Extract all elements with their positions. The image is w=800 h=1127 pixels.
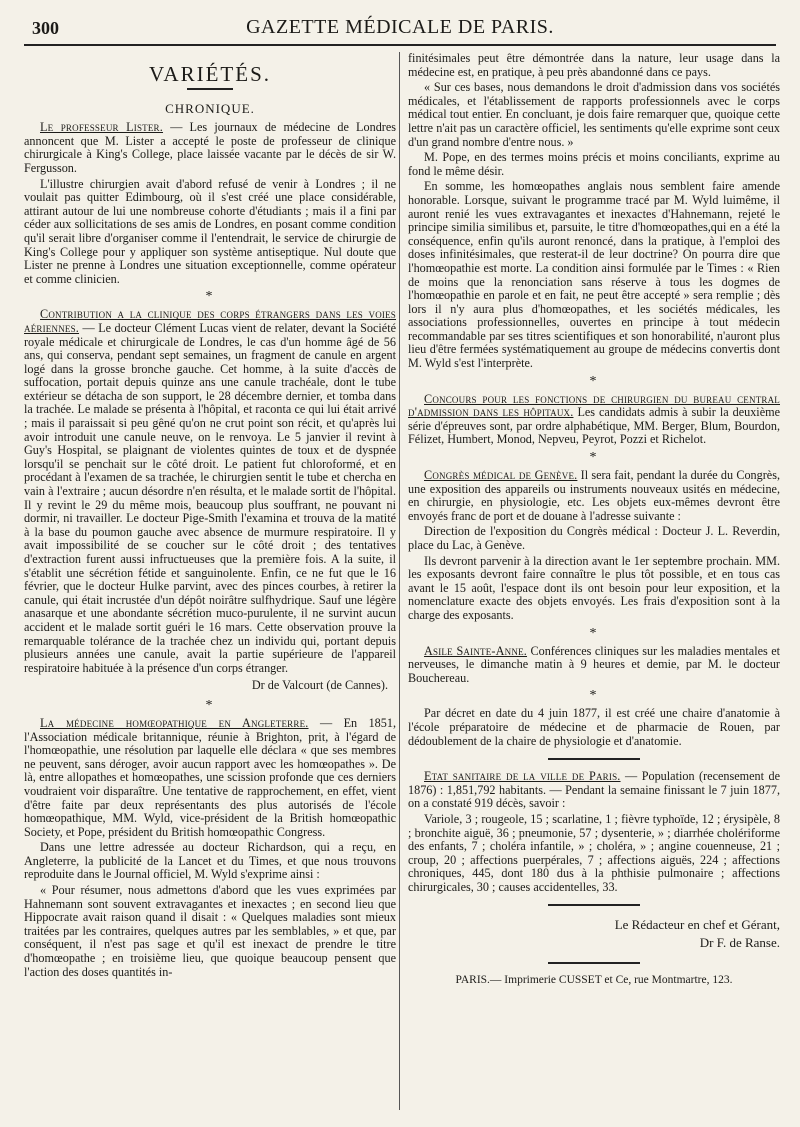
separator-stars: * [589, 450, 599, 466]
separator-stars: * [205, 697, 215, 713]
title-rule [187, 88, 233, 90]
article-concours [408, 393, 780, 447]
section-rule [548, 904, 640, 906]
article-homeopathie-p3: « Pour résumer, nous admettons d'abord que les vues exprimées par Hahnemann sont souvent extravagantes et inexactes ; en second lieu que Hippocrate avait raison quand il disait : « Quelques maladies sont mieux traitées par les contraires, quelques autres par les semblables, » et que, par conséquent, il n'est pas sage et qu'il est inexact de prendre le titre d'homœopathe ; en troisième lieu, que quoique beaucoup pensent que l'action des doses quantités in- [24, 883, 396, 979]
article-asile-text: Conférences cliniques sur les maladies mentales et nerveuses, le dimanche matin à 9 heures et demie, par M. le docteur Bouchereau. [408, 643, 780, 685]
article-homeopathie-pope: M. Pope, en des termes moins précis et moins conciliants, exprime au fond le même désir. [408, 150, 780, 178]
article-etat-sanitaire-p1 [408, 770, 780, 811]
article-homeo-text: — En 1851, l'Association médicale britannique, réunie à Brighton, prit, à l'égard de l'homœopathie, une résolution par laquelle elle déclara « que ses membres ne peuvent, sans déroger, avoir aucun rapport avec les homœopathes ». De là, entre allopathes et homœopathes, une scission profonde que ces derniers voudraient voir disparaître. Une tentative de rapprochement, en effet, vient d'être faite par deux représentants des plus autorisés de l'école homœopathique, MM. Wyld, vice-président de la British homœopathic Society, et Pope, président du British homœopathic Congress. [24, 715, 396, 839]
article-rouen: Par décret en date du 4 juin 1877, il est créé une chaire d'anatomie à l'école préparatoire de médecine et de pharmacie de Rouen, par dédoublement de la chaire de physiologie et d'anatomie. [408, 706, 780, 748]
article-homeopathie-cont: finitésimales peut être démontrée dans la nature, leur usage dans la médecine est, en pratique, à peu près abandonné dans ce pays. [408, 52, 780, 79]
article-concours-heading: Concours pour les fonctions de chirurgien du bureau central d'admission dans les hôpitaux. [408, 391, 780, 420]
article-geneve-p2: Direction de l'exposition du Congrès médical : Docteur J. L. Reverdin, place du Lac, à Genève. [408, 524, 780, 552]
separator-stars: * [589, 625, 599, 641]
editor-name: Dr F. de Ranse. [699, 935, 780, 951]
article-lister-p1 [24, 121, 396, 175]
article-geneve-text: Il sera fait, pendant la durée du Congrès, une exposition des appareils ou instruments nouveaux usités en médecine, en chirurgie, en physiologie, etc. Les objets eux-mêmes devront être envoyés franc de port et de douane à l'adresse suivante : [408, 468, 780, 523]
separator-stars: * [205, 289, 215, 305]
article-homeopathie-p1 [24, 717, 396, 839]
article-etat-text: — Population (recensement de 1876) : 1,851,792 habitants. — Pendant la semaine finissant le 7 juin 1877, on a constaté 919 décès, savoir : [408, 769, 780, 811]
section-rule [548, 962, 640, 964]
running-title: GAZETTE MÉDICALE DE PARIS. [246, 16, 554, 38]
article-asile [408, 645, 780, 686]
printer-imprint: PARIS.— Imprimerie CUSSET et Ce, rue Montmartre, 123. [455, 974, 733, 987]
article-signature: Dr de Valcourt (de Cannes). [251, 678, 388, 693]
page-header [24, 14, 776, 46]
article-lister-p2: L'illustre chirurgien avait d'abord refusé de venir à Londres ; il ne voulait pas quitter Edimbourg, où il s'est créé une place considérable, attirant autour de lui une nombreuse cohorte d'étudiants ; mais il a fini par céder aux sollicitations de ses amis de Londres, en posant comme condition qu'il serait libre d'organiser comme il l'entendrait, le service de chirurgie de King's College pour y appliquer son système antiseptique. Nul doute que Lister ne prenne à Londres une situation exceptionnelle, comme opérateur et comme clinicien. [24, 176, 396, 286]
article-etat-sanitaire-p2: Variole, 3 ; rougeole, 15 ; scarlatine, 1 ; fièvre typhoïde, 12 ; érysipèle, 8 ; bronchite aiguë, 36 ; pneumonie, 57 ; dysenterie, » ; diarrhée cholériforme des enfants, 7 ; choléra infantile, » ; choléra, » ; angine couenneuse, 21 ; croup, 20 ; affections puerpérales, 7 ; affections aiguës, 224 ; affections chroniques, 445, dont 180 dus à la phthisie pulmonaire ; affections chirurgicales, 30 ; causes accidentelles, 33. [408, 811, 780, 894]
separator-stars: * [589, 688, 599, 704]
article-lister-heading: Le professeur Lister. [40, 120, 164, 135]
article-asile-heading: Asile Sainte-Anne. [424, 643, 528, 658]
column-divider [399, 52, 400, 1110]
editor-signature [408, 916, 780, 952]
article-geneve-p3: Ils devront parvenir à la direction avant le 1er septembre prochain. MM. les exposants devront faire connaître le plus tôt possible, et en tous cas avant le 15 août, l'espace dont ils ont besoin pour leur exposition, et la nomenclature exacte des objets envoyés. Les frais d'exposition sont à la charge des exposants. [408, 553, 780, 622]
page-number: 300 [32, 18, 59, 38]
article-homeopathie-conclusion: En somme, les homœopathes anglais nous semblent faire amende honorable. Lorsque, suivant le programme tracé par M. Wyld luimême, il auront renié les vues extravagantes et inexactes d'Hahnemann, rejeté le principe similia similibus et, parsuite, le titre d'homœopathes,qui en a été la conséquence, enfin qu'ils auront renoncé, dans la pratique, à l'emploi des doses infinitésimales, que resterat-il de leur doctrine? On pourra dire que l'homœopathie est morte. La condition ainsi formulée par le Times : « Rien de moins que la renonciation sans réserve à tous les dogmes de l'homœopathie en parole et en fait, ne peut être accepté » sera remplie ; dès lors il n'y aura plus d'homœopathes, et les sociétés médicales, les associations professionnelles, ouvertes en principe à tout médecin recommandable par ses titres scientifiques et son honorabilité, n'auront plus lieu d'être fermées systématiquement au groupe de médecins convertis dont M. Wyld s'est l'interprète. [408, 179, 780, 371]
right-column [408, 52, 780, 1110]
article-lister-text: — Les journaux de médecine de Londres annoncent que M. Lister a accepté le poste de professeur de clinique chirurgicale à King's College, place laissée vacante par le décès de sir W. Fergusson. [24, 120, 396, 175]
article-homeopathie-quote-end: « Sur ces bases, nous demandons le droit d'admission dans vos sociétés médicales, et l'établissement de rapports professionnels avec le corps médical tout entier. En concluant, je dois faire remarquer que, quoique cette lettre n'ait pas un caractère officiel, les sentiments qu'elle exprime sont ceux d'un grand nombre d'entre nous. » [408, 80, 780, 149]
section-title: VARIÉTÉS. [148, 62, 272, 86]
article-geneve-heading: Congrès médical de Genève. [424, 468, 578, 483]
article-corps-text: — Le docteur Clément Lucas vient de relater, devant la Société royale médicale et chirurgicale de Londres, le cas d'un homme âgé de 56 ans, qui conserva, pendant sept semaines, un fragment de canule en argent logé dans la grosse bronche gauche. Cet homme, à la suite d'accès de suffocation, portait depuis quinze ans une canule trachéale, dont le tube extérieur se détacha de son support, le 28 décembre dernier, et tomba dans la trachée. Le malade se présenta à l'hôpital, et raconta ce qui lui était arrivé ; mais il paraissait si peu gêné qu'on ne crut point son récit, et qu'après lui avoir introduit une canule neuve, on le renvoya. Le 5 janvier il revint à Guy's Hospital, se plaignant de violentes quintes de toux et de dyspnée lorsqu'il se penchait sur le côté droit. Le patient fut chloroformé, et en procédant à l'examen de sa trachée, le chirurgien sentit le tube et chercha en vain à l'extraire ; aucun désordre n'en résulta, et le malade sortit de l'hôpital. Il y revint le 29 du même mois, beaucoup plus souffrant, ne pouvant ni dormir, ni travailler. Le docteur Pige-Smith l'examina et trouva de la matité à la base du poumon gauche avec absence de murmure respiratoire. Il y avait impossibilité de se coucher sur le côté droit ; des tentatives d'extraction furent aussi infructueuses que la première fois. A la suite, il s'établit une sécrétion fétide et sanguinolente. Enfin, ce ne fut que le 16 février, que le docteur Hulke parvint, avec des pinces courbes, à retirer la canule, qui était incrustée d'un dépôt noirâtre sulfhydrique. Sauf une légère anasarque et une abondante sécrétion muco-purulente, il ne survint aucun accident et le malade sortit guéri le 16 mars. Cette observation prouve la remarquable tolérance de la trachée chez un individu qui, portant depuis plusieurs années une canule, avait la partie supérieure de l'appareil respiratoire habituée à la présence d'un corps étranger. [24, 320, 396, 675]
separator-stars: * [589, 373, 599, 389]
subsection-title: CHRONIQUE. [165, 100, 255, 116]
left-column [24, 52, 396, 1110]
article-corps-heading: Contribution a la clinique des corps étrangers dans les voies aériennes. [24, 307, 396, 335]
article-homeo-heading: La médecine homœopathique en Angleterre. [40, 715, 309, 730]
article-geneve-p1 [408, 469, 780, 523]
article-concours-text: Les candidats admis à subir la deuxième série d'épreuves sont, par ordre alphabétique, MM. Berger, Blum, Bourdon, Félizet, Humbert, Monod, Nepveu, Peyrot, Pozzi et Richelot. [408, 405, 780, 447]
article-homeopathie-p2: Dans une lettre adressée au docteur Richardson, qui a reçu, en Angleterre, la publicité de la Lancet et du Times, et que nous trouvons reproduite dans le Journal officiel, M. Wyld s'exprime ainsi : [24, 840, 396, 882]
editor-title: Le Rédacteur en chef et Gérant, [614, 917, 780, 933]
article-etat-heading: Etat sanitaire de la ville de Paris. [424, 769, 621, 784]
article-corps-etrangers [24, 308, 396, 675]
section-rule [548, 758, 640, 760]
